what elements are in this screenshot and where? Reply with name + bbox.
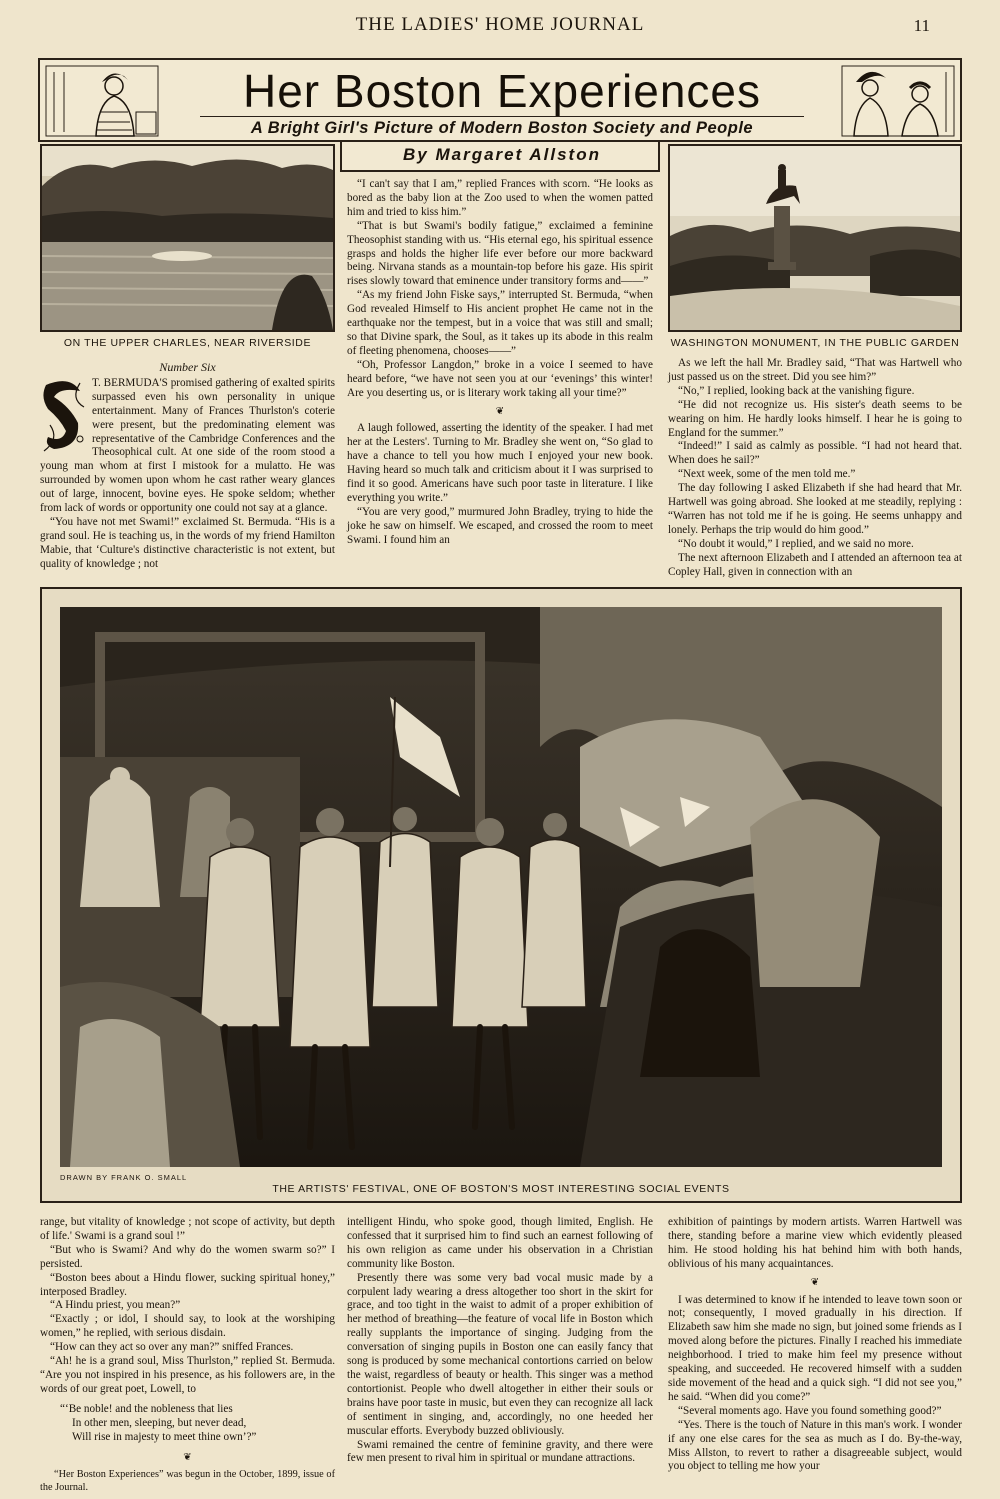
- col2-paragraph-2: “That is but Swami's bodily fatigue,” exclaimed a feminine Theosophist standing with us. “His eternal ego, his spiritual essence grasps and holds the higher life ever before our more backward being. Nirvana stands as a mountain-top before his gaze. His spirit rises slowly toward that eminence under transitory forms and——”: [347, 219, 653, 288]
- col3-paragraph-7: “No doubt it would,” I replied, and we said no more.: [678, 537, 914, 550]
- column-1-lower: [40, 1216, 335, 1494]
- section-label: Number Six: [159, 360, 216, 374]
- bcol3-paragraph-3: “Several moments ago. Have you found something good?”: [678, 1404, 942, 1417]
- caption-right-photo: WASHINGTON MONUMENT, IN THE PUBLIC GARDEN: [670, 337, 960, 349]
- col2-paragraph-6: “You are very good,” murmured John Bradley, trying to hide the joke he saw on himself. We escaped, and crossed the room to meet Swami. I found him an: [347, 505, 653, 546]
- section-ornament-2: ❦: [183, 1451, 192, 1463]
- col3-paragraph-5: “Next week, some of the men told me.”: [678, 468, 856, 481]
- article-title: Her Boston Experiences: [242, 65, 762, 117]
- artists-festival-illustration: [60, 607, 942, 1167]
- bcol1-paragraph-6: “How can they act so over any man?” sniffed Frances.: [50, 1341, 294, 1354]
- poem-line-3: Will rise in majesty to meet thine own’?”: [72, 1430, 257, 1443]
- bcol1-paragraph-7: “Ah! he is a grand soul, Miss Thurlston,” replied St. Bermuda. “Are you not inspired in his presence, as his followers are, in the words of our great poet, Lowell, to: [40, 1355, 335, 1395]
- illustration-credit: DRAWN BY FRANK O. SMALL: [60, 1173, 188, 1182]
- col3-paragraph-2: “No,” I replied, looking back at the vanishing figure.: [678, 384, 915, 397]
- bcol3-paragraph-2: I was determined to know if he intended to leave town soon or not; consequently, I moved gradually in his direction. If Elizabeth saw him she made no sign, but joined some friends as I moved along before the pictures. Finally I reached his immediate neighborhood. I tried to make him feel my presence without speaking, and succeeded. He recovered himself with a sudden side movement of the head and a quick sigh. “I did not see you,” he said. “When did you come?”: [668, 1293, 962, 1403]
- poem-line-2: In other men, sleeping, but never dead,: [72, 1416, 247, 1429]
- byline: By Margaret Allston: [403, 145, 601, 164]
- col3-paragraph-1: As we left the hall Mr. Bradley said, “That was Hartwell who just passed us on the street. Did you see him?”: [668, 357, 962, 383]
- bcol1-paragraph-1: range, but vitality of knowledge ; not scope of activity, but depth of life.' Swami is a grand soul !”: [40, 1216, 335, 1242]
- poem-line-1: “‘Be noble! and the nobleness that lies: [60, 1402, 233, 1415]
- column-3-upper: [668, 357, 962, 580]
- running-head: THE LADIES' HOME JOURNAL: [355, 14, 645, 35]
- bcol3-paragraph-4: “Yes. There is the touch of Nature in this man's work. I wonder if any one else cares for the sea as much as I do. By-the-way, Miss Allston, to revert to rather a disagreeable subject, would you object to telling me how your: [668, 1418, 962, 1473]
- monument-garden-image: [670, 146, 960, 330]
- caption-left-photo: ON THE UPPER CHARLES, NEAR RIVERSIDE: [63, 337, 312, 349]
- col3-paragraph-6: The day following I asked Elizabeth if she had heard that Mr. Hartwell was going abroad. She looked at me steadily, replying : “Warren has not told me if he is going. He seems unhappy and lonely. Perhaps the trip would do him good.”: [668, 482, 962, 536]
- bcol2-paragraph-3: Swami remained the centre of feminine gravity, and there were few men present to rival him in spiritual or mundane attractions.: [347, 1438, 653, 1465]
- bcol2-paragraph-2: Presently there was some very bad vocal music made by a corpulent lady wearing a dress altogether too short in the skirt for grace, and too tight in the waist to admit of a proper exhibition of her method of breathing—the feature of vocal life in Boston which really supplants the importance of singing. Judging from the conversation of singing pupils in Boston one can easily fancy that song is produced by some mechanical contortions carried on below the waist, regardless of beauty or health. This singer was a method contortionist. People who dwell altogether in either their souls or brains have poor taste in music, but even they can recognize all lack of sentiment in singing, and, accordingly, no one heeded her muscular efforts. Everybody buzzed obliviously.: [347, 1271, 653, 1437]
- column-2-lower: [347, 1216, 653, 1466]
- col1-paragraph-2: “You have not met Swami!” exclaimed St. Bermuda. “His is a grand soul. He is teaching us, in the words of my friend Hamilton Mabie, that ‘Culture's distinctive characteristic is not extent, but quality of knowledge ; not: [40, 515, 335, 570]
- caption-illustration: THE ARTISTS' FESTIVAL, ONE OF BOSTON'S MOST INTERESTING SOCIAL EVENTS: [272, 1183, 730, 1195]
- bcol1-paragraph-3: “Boston bees about a Hindu flower, sucking spiritual honey,” interposed Bradley.: [40, 1271, 335, 1298]
- bcol2-paragraph-1: intelligent Hindu, who spoke good, though limited, English. He confessed that it surprised him to find such an earnest following of his own religion as came under his observation in a Christian community like Boston.: [347, 1216, 653, 1270]
- title-banner: [38, 58, 962, 142]
- ornamental-dropcap-s: [40, 379, 86, 455]
- article-subtitle: A Bright Girl's Picture of Modern Boston Society and People: [200, 116, 804, 138]
- col3-paragraph-8: The next afternoon Elizabeth and I attended an afternoon tea at Copley Hall, given in connection with an: [668, 551, 962, 578]
- col3-paragraph-3: “He did not recognize us. His sister's death seems to be wearing on him. He hardly looks himself. I hear he is going to England for the summer.”: [668, 398, 962, 439]
- bcol1-paragraph-4: “A Hindu priest, you mean?”: [50, 1299, 181, 1312]
- bcol1-paragraph-2: “But who is Swami? And why do the women swarm so?” I persisted.: [40, 1243, 335, 1270]
- col2-paragraph-5: A laugh followed, asserting the identity of the speaker. I had met her at the Lesters'. Turning to Mr. Bradley she went on, “So glad to have a chance to tell you how much I enjoyed your new book. Having heard so much talk and criticism about it I was surprised to find it so good. Americans have such poor taste in literature. I like everything you write.”: [347, 422, 653, 504]
- section-ornament: ❦: [495, 405, 505, 417]
- column-2-upper: [347, 178, 653, 548]
- column-3-lower: [668, 1216, 962, 1474]
- column-1-upper: [40, 357, 335, 572]
- bcol3-paragraph-1: exhibition of paintings by modern artists. Warren Hartwell was there, standing before a marine view which evidently pleased him. He stood holding his hat behind him with both hands, oblivious of his many acquaintances.: [668, 1216, 962, 1270]
- photo-washington-monument: [668, 144, 962, 332]
- col2-paragraph-3: “As my friend John Fiske says,” interrupted St. Bermuda, “when God revealed Himself to His ancient prophet He came not in the earthquake nor the tempest, but in a voice that was still and small; so that Divine spark, the Soul, as it takes up its abode in this realm of fleeting phenomena, chooses——”: [347, 289, 653, 357]
- illustration-frame: [40, 587, 962, 1203]
- col3-paragraph-4: “Indeed!” I said as calmly as possible. “I had not heard that. When does he sail?”: [668, 440, 962, 467]
- byline-box: [340, 142, 660, 172]
- lowell-poem: [60, 1403, 335, 1445]
- page-number: 11: [913, 16, 930, 35]
- col2-paragraph-4: “Oh, Professor Langdon,” broke in a voice I seemed to have heard before, “we have not seen you at our ‘evenings’ this winter! Are you deserting us, or is literary work taking all your time?”: [347, 358, 653, 399]
- col1-paragraph-1: T. BERMUDA'S promised gathering of exalted spirits surpassed even his own personality in unique entertainment. Many of Frances Thurlston's coterie were present, but the predominating element was representative of the Cambridge Conferences and the Theosophical cult. At one side of the room stood a young man whom at first I mistook for a mulatto. He was surrounded by women upon whom he cast rather weary glances out of large, innocent, bovine eyes. He spoke seldom; whether from lack of words or opportunity one could not say at a glance.: [40, 376, 335, 515]
- river-scene-image: [42, 146, 333, 330]
- bcol1-paragraph-5: “Exactly ; or idol, I should say, to look at the worshiping women,” he replied, with serious disdain.: [40, 1313, 335, 1340]
- col2-paragraph-1: “I can't say that I am,” replied Frances with scorn. “He looks as bored as the baby lion at the Zoo used to when the women patted him and tried to kiss him.”: [347, 178, 653, 218]
- series-note: “Her Boston Experiences” was begun in the October, 1899, issue of the Journal.: [40, 1469, 335, 1494]
- section-ornament-3: ❦: [810, 1276, 820, 1288]
- photo-upper-charles: [40, 144, 335, 332]
